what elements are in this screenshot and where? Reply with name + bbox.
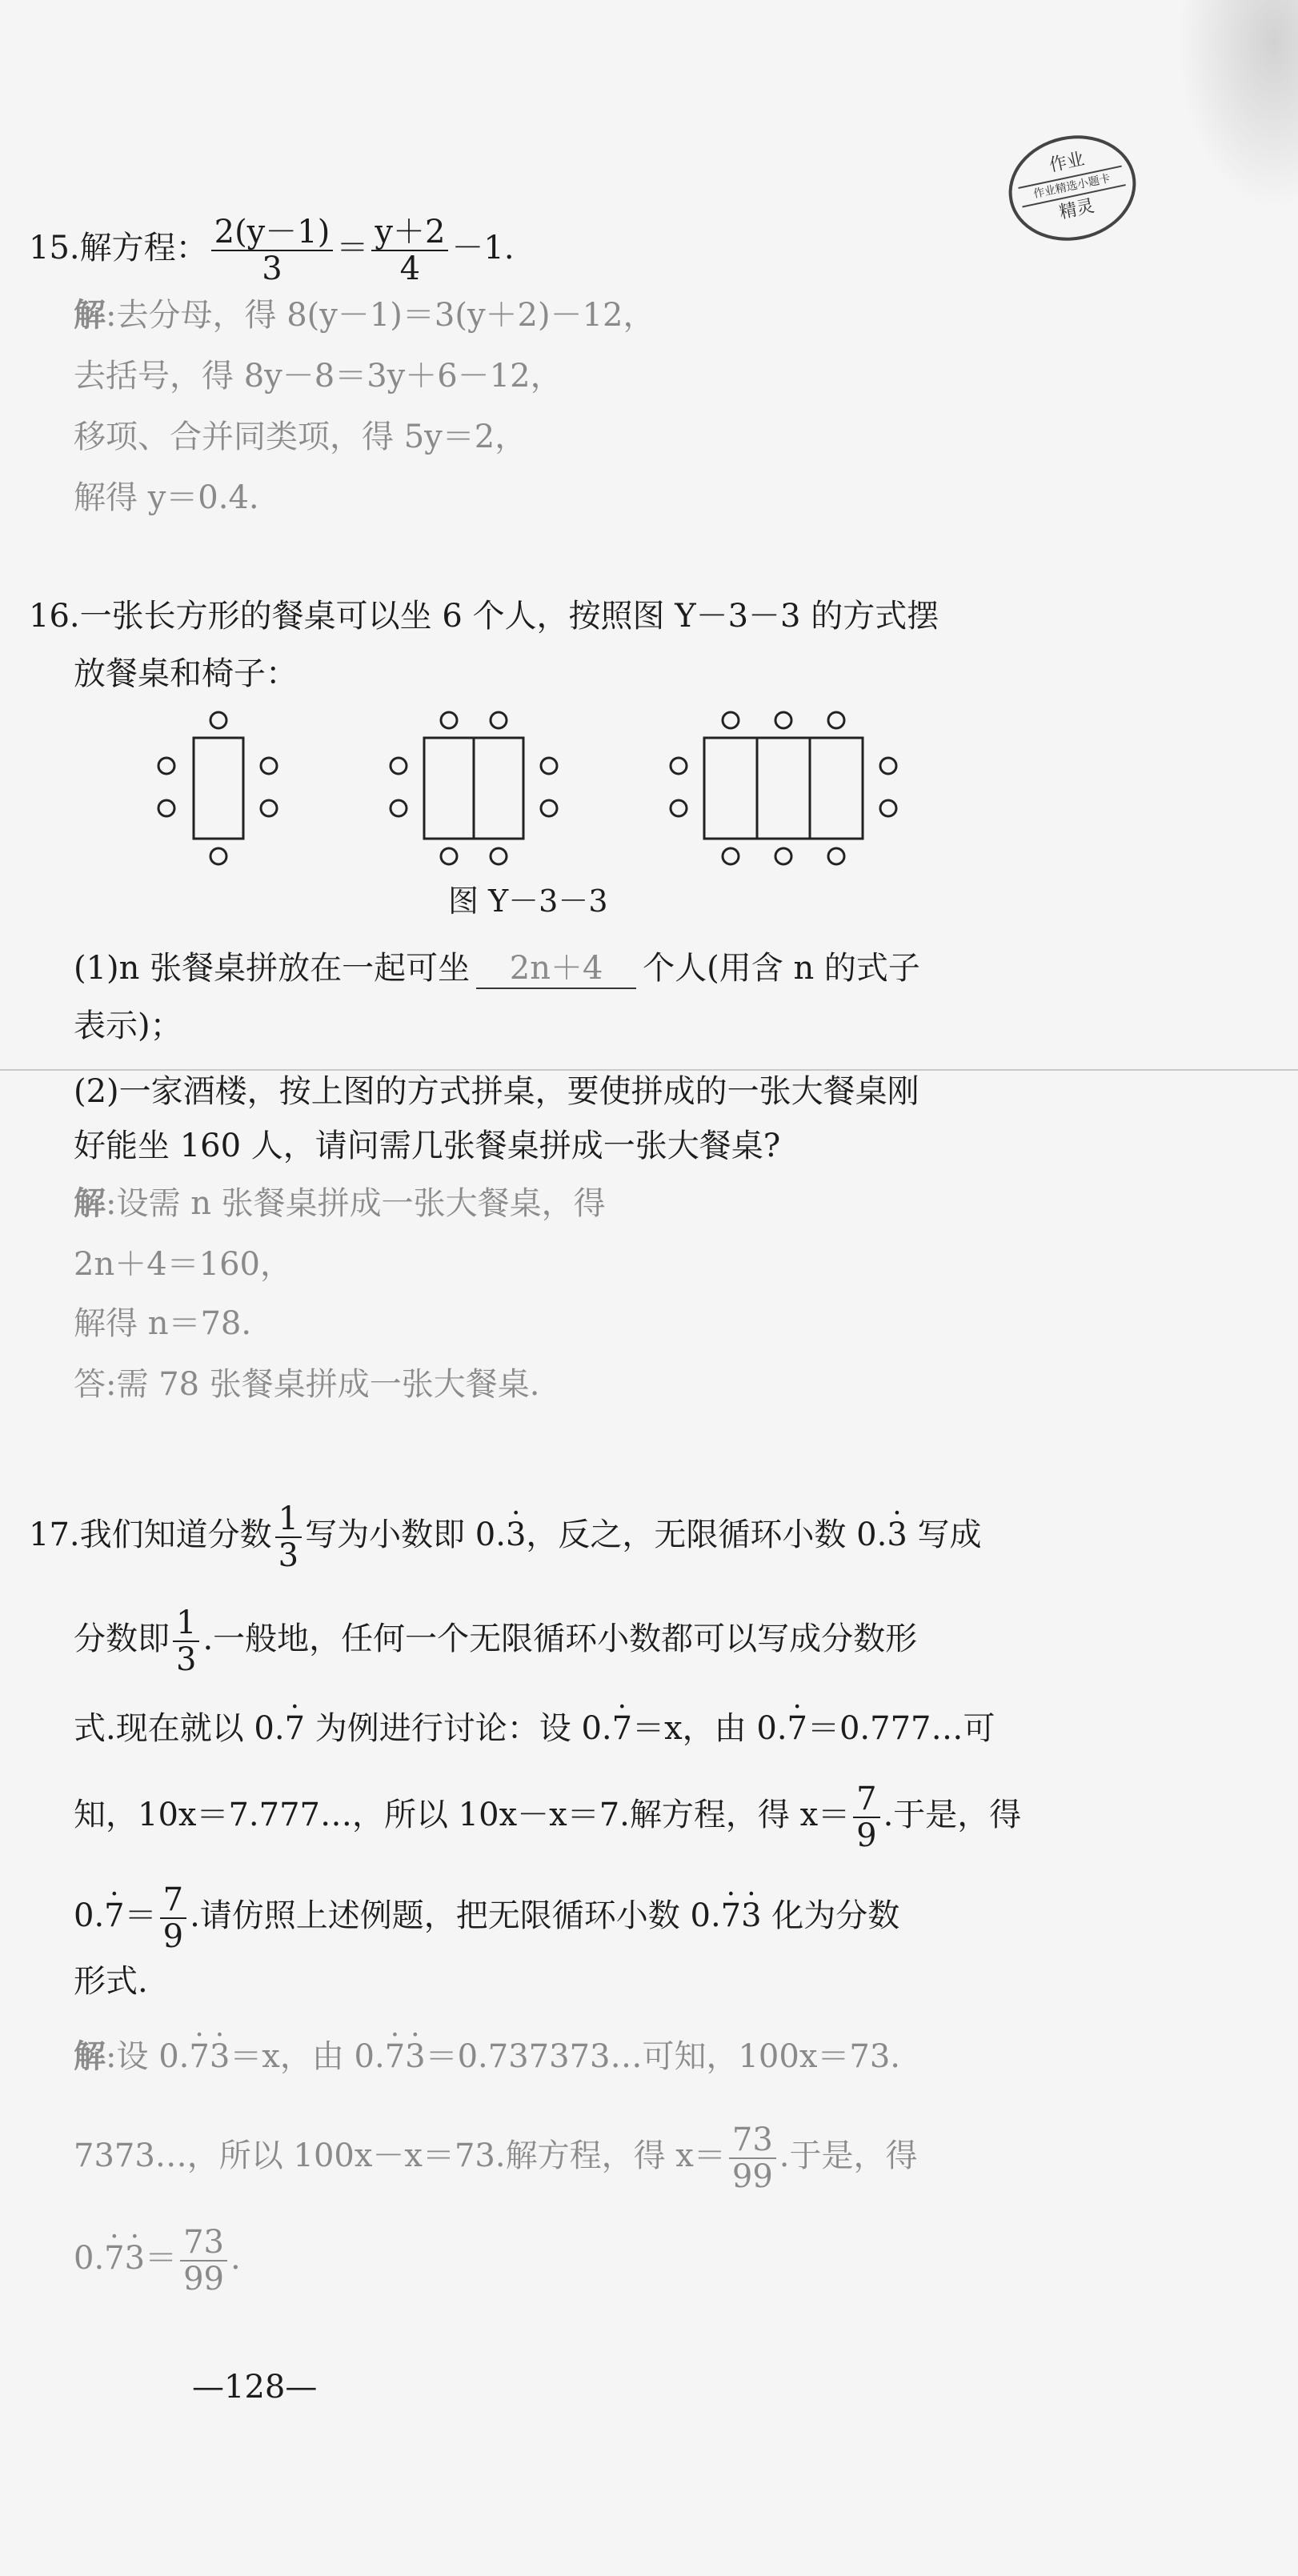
q16-part1-line-2: 表示)； — [74, 1008, 182, 1044]
q16-answer-line-4: 答:需 78 张餐桌拼成一张大餐桌. — [74, 1366, 540, 1403]
chair — [775, 712, 791, 728]
table-3b-rect — [757, 738, 810, 839]
fold-line — [0, 1069, 1298, 1071]
q17-line-5: 0.· 7＝ $\frac{7}{9}$ .请仿照上述例题，把无限循环小数 0.· 7· 3 化为分数 — [74, 1882, 899, 1954]
q15-fraction-1: $\frac{2(y-1)}{3}$ — [211, 214, 334, 286]
q16-part1: (1)n 张餐桌拼放在一起可坐 2n＋4 个人(用含 n 的式子 — [74, 949, 920, 989]
table-3a-rect — [704, 738, 757, 839]
chair — [880, 758, 896, 774]
chair — [828, 712, 844, 728]
table-2a-rect — [424, 738, 474, 839]
q17-line-2: 分数即 $\frac{1}{3}$ .一般地，任何一个无限循环小数都可以写成分数形 — [74, 1604, 918, 1678]
chair — [541, 800, 557, 816]
chair — [880, 800, 896, 816]
q15-tail: －1. — [451, 230, 515, 266]
chair — [723, 848, 739, 864]
q15-answer-line-3: 移项、合并同类项，得 5y＝2， — [74, 419, 527, 455]
figure-caption: 图 Y－3－3 — [448, 883, 608, 919]
q16-line-1: 16.一张长方形的餐桌可以坐 6 个人，按照图 Y－3－3 的方式摆 — [29, 598, 939, 635]
chair — [723, 712, 739, 728]
q15-answer-line-1: 解:去分母，得 8(y－1)＝3(y＋2)－12， — [74, 296, 655, 334]
table-1-rect — [194, 738, 243, 839]
chair — [391, 800, 407, 816]
stamp-bottom: 精灵 — [1057, 196, 1096, 223]
chair — [261, 758, 277, 774]
chair — [158, 800, 174, 816]
table-3c-rect — [810, 738, 863, 839]
q15-prompt — [29, 214, 515, 286]
q16-answer-line-2: 2n＋4＝160， — [74, 1246, 293, 1283]
q15-fraction-2: $\frac{y+2}{4}$ — [371, 214, 448, 286]
q16-part2-line-1: (2)一家酒楼，按上图的方式拼桌，要使拼成的一张大餐桌刚 — [74, 1073, 919, 1110]
stamp-middle: 作业精选小题卡 — [1018, 166, 1126, 208]
q16-answer-line-1: 解:设需 n 张餐桌拼成一张大餐桌，得 — [74, 1184, 606, 1222]
q15-equals: ＝ — [336, 230, 369, 266]
q17-answer-line-2: 7373…，所以 100x－x＝73.解方程，得 x＝ $\frac{73}{99}$ .于是，得 — [74, 2121, 918, 2195]
q16-answer-line-3: 解得 n＝78. — [74, 1305, 252, 1342]
q17-line-1: 17.我们知道分数 $\frac{1}{3}$ 写为小数即 0.· 3，反之，无限循环小数 0.· 3 写成 — [29, 1501, 981, 1573]
chair — [441, 712, 457, 728]
q17-answer-line-3: 0.· 7· 3＝ $\frac{73}{99}$ . — [74, 2225, 241, 2297]
chair — [158, 758, 174, 774]
chair — [491, 712, 507, 728]
q15-label: 15.解方程： — [29, 230, 208, 266]
q17-fraction-5: $\frac{73}{99}$ — [729, 2122, 776, 2194]
chair — [828, 848, 844, 864]
q16-line-2: 放餐桌和椅子： — [74, 655, 298, 692]
chair — [775, 848, 791, 864]
chair — [491, 848, 507, 864]
q17-answer-line-1: 解:设 0.· 7· 3＝x，由 0.· 7· 3＝0.737373…可知，100x＝73. — [74, 2037, 900, 2076]
q17-fraction-3: $\frac{7}{9}$ — [853, 1781, 879, 1853]
chair — [671, 800, 687, 816]
q17-fraction-4: $\frac{7}{9}$ — [160, 1882, 186, 1954]
q15-answer-line-2: 去括号，得 8y－8＝3y＋6－12， — [74, 358, 563, 395]
chair — [261, 800, 277, 816]
chair — [210, 712, 226, 728]
page-number: —128— — [192, 2369, 318, 2406]
table-arrangement-figure — [144, 704, 912, 872]
q17-line-3: 式.现在就以 0.· 7 为例进行讨论：设 0.· 7＝x，由 0.· 7＝0.777…可 — [74, 1709, 996, 1748]
chair — [210, 848, 226, 864]
table-2b-rect — [474, 738, 523, 839]
homework-stamp — [999, 124, 1146, 252]
q16-part2-line-2: 好能坐 160 人，请问需几张餐桌拼成一张大餐桌? — [74, 1128, 781, 1164]
q17-fraction-2: $\frac{1}{3}$ — [173, 1605, 199, 1677]
q17-line-4: 知，10x＝7.777…，所以 10x－x＝7.解方程，得 x＝ $\frac{7}{9}$ .于是，得 — [74, 1781, 1022, 1854]
q17-line-6: 形式. — [74, 1963, 148, 2000]
q17-fraction-6: $\frac{73}{99}$ — [180, 2225, 227, 2297]
chair — [541, 758, 557, 774]
q16-answer-blank: 2n＋4 — [476, 949, 636, 989]
stamp-top: 作业 — [1048, 149, 1087, 177]
page-smudge — [1178, 0, 1298, 208]
chair — [391, 758, 407, 774]
q17-fraction-1: $\frac{1}{3}$ — [275, 1501, 302, 1573]
chair — [671, 758, 687, 774]
chair — [441, 848, 457, 864]
q15-answer-line-4: 解得 y＝0.4. — [74, 479, 259, 516]
